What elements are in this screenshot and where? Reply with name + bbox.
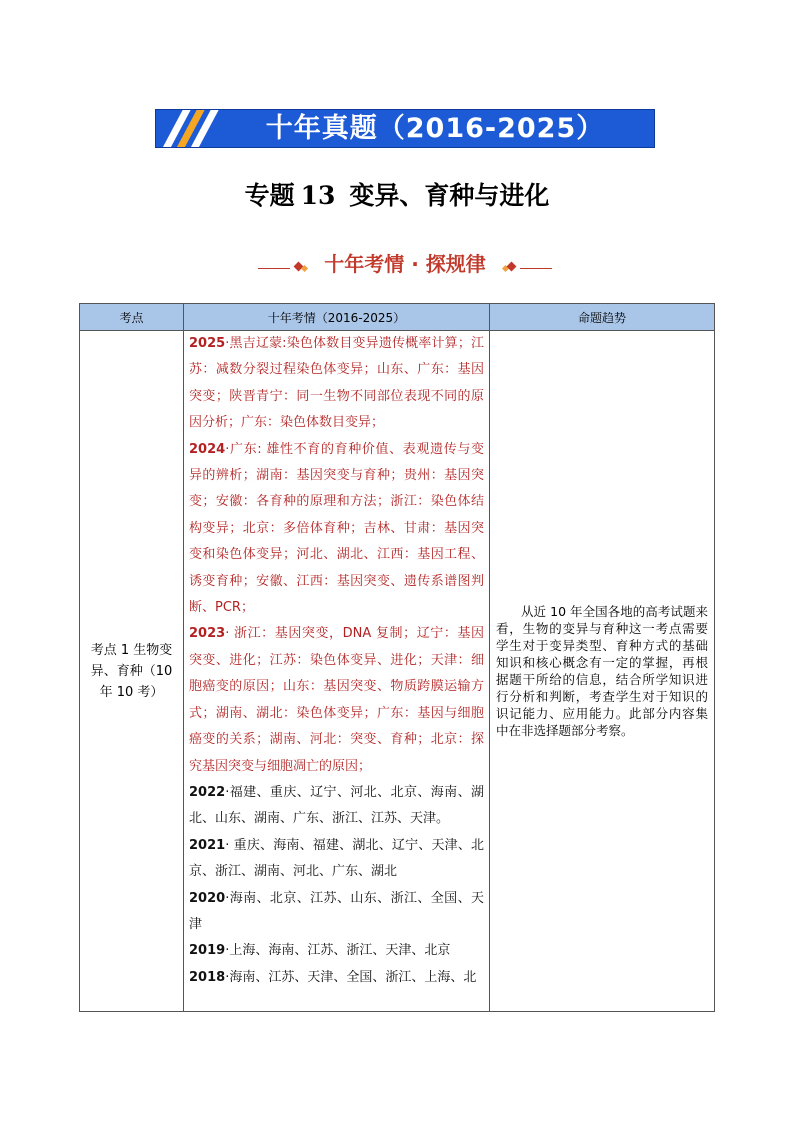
topic-number: 13 — [300, 181, 336, 210]
history-year: 2024 — [189, 441, 226, 457]
section-heading — [258, 250, 552, 278]
history-list — [189, 331, 484, 1009]
title-banner — [155, 109, 655, 148]
history-text: · 重庆、海南、福建、湖北、辽宁、天津、北京、浙江、湖南、河北、广东、湖北 — [189, 837, 484, 880]
topic-title — [0, 176, 794, 212]
history-year: 2025 — [189, 336, 226, 351]
trend-cell: 从近 10 年全国各地的高考试题来看，生物的变异与育种这一考点需要学生对于变异类型、育种方式的基础知识和核心概念有一定的掌握，再根据题干所给的信息，结合所学知识进行分析和判断，考查学生对于知识的识记能力、应用能力。此部分内容集中在非选择题部分考察。 — [490, 331, 715, 1012]
history-entry — [189, 780, 484, 833]
history-entry — [189, 965, 484, 991]
history-entry — [189, 331, 484, 437]
kaodian-cell: 考点 1 生物变异、育种（10 年 10 考） — [80, 331, 184, 1012]
history-text: ·广东: 雄性不育的育种价值、表观遗传与变异的辨析；湖南：基因突变与育种；贵州：基因突变；安徽：各育种的原理和方法；浙江：染色体结构变异；北京：多倍体育种；吉林、甘肃：基因突变和染色体变异；河北、湖北、江西：基因工程、诱变育种；安徽、江西：基因突变、遗传系谱图判断、PCR； — [189, 441, 484, 616]
history-text: ·海南、北京、江苏、山东、浙江、全国、天津 — [189, 890, 484, 932]
topic-name: 变异、育种与进化 — [349, 181, 550, 210]
history-cell — [184, 331, 490, 1012]
history-year: 2020 — [189, 890, 226, 906]
history-text: ·海南、江苏、天津、全国、浙江、上海、北 — [225, 969, 477, 985]
history-text: · 浙江：基因突变，DNA 复制；辽宁：基因突变、进化；江苏：染色体变异、进化；天津：细胞癌变的原因；山东：基因突变、物质跨膜运输方式；湖南、湖北：染色体变异；广东：基因与细胞癌变的关系；湖南、河北：突变、育种；北京：探究基因突变与细胞凋亡的原因； — [189, 626, 484, 774]
history-year: 2023 — [189, 626, 226, 642]
history-entry — [189, 833, 484, 886]
section-title: 十年考情 · 探规律 — [324, 252, 486, 276]
exam-analysis-table — [79, 303, 715, 1012]
header-history: 十年考情（2016-2025） — [184, 304, 490, 331]
history-year: 2021 — [189, 837, 226, 853]
history-year: 2019 — [189, 943, 226, 959]
header-trend: 命题趋势 — [490, 304, 715, 331]
history-entry — [189, 938, 484, 964]
history-text: ·上海、海南、江苏、浙江、天津、北京 — [225, 943, 451, 959]
history-text: ·黑吉辽蒙:染色体数目变异遗传概率计算；江苏：减数分裂过程染色体变异；山东、广东：基因突变；陕晋青宁：同一生物不同部位表现不同的原因分析；广东：染色体数目变异； — [189, 336, 484, 431]
heading-rule-right — [520, 268, 552, 269]
history-year: 2018 — [189, 969, 226, 985]
history-entry — [189, 886, 484, 939]
table-header-row — [80, 304, 715, 331]
table-row — [80, 331, 715, 1012]
header-kaodian: 考点 — [80, 304, 184, 331]
history-entry — [189, 437, 484, 622]
history-text: ·福建、重庆、辽宁、河北、北京、海南、湖北、山东、湖南、广东、浙江、江苏、天津。 — [189, 784, 484, 827]
history-year: 2022 — [189, 784, 226, 800]
history-entry — [189, 621, 484, 779]
topic-prefix: 专题 — [244, 181, 295, 210]
banner-title: 十年真题（2016-2025） — [265, 113, 605, 144]
